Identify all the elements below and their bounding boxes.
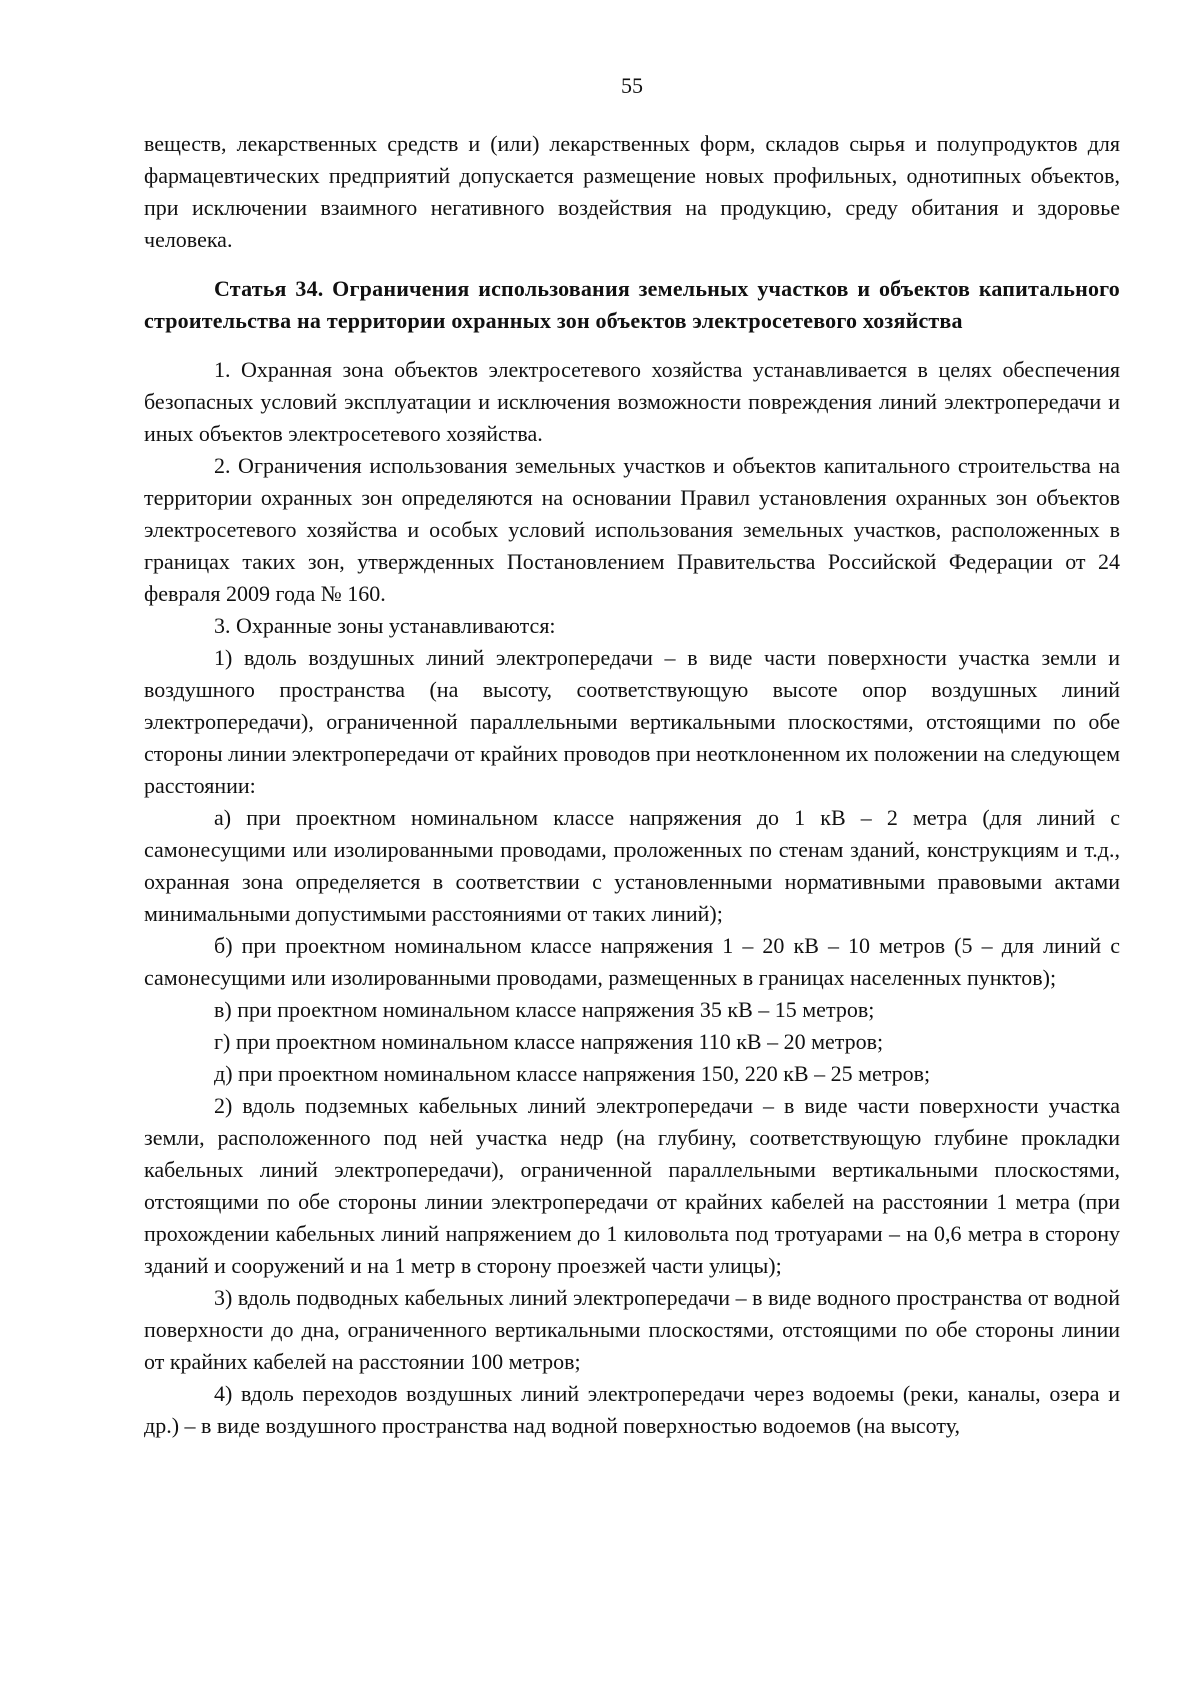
subitem-g: г) при проектном номинальном классе напряжения 110 кВ – 20 метров; [214, 1029, 884, 1054]
subitem-b: б) при проектном номинальном классе напряжения 1 – 20 кВ – 10 метров (5 – для линий с самонесущими или изолированными проводами, размещенных в границах населенных пунктов); [144, 933, 1120, 990]
subitem-1-overhead-lines: 1) вдоль воздушных линий электропередачи – в виде части поверхности участка земли и воздушного пространства (на высоту, соответствующую высоте опор воздушных линий электропередачи), ограниченной параллельными вертикальными плоскостями, отстоящими по обе стороны линии электропередачи от крайних проводов при неотклоненном их положении на следующем расстоянии: [144, 645, 1120, 798]
subitem-a: а) при проектном номинальном классе напряжения до 1 кВ – 2 метра (для линий с самонесущими или изолированными проводами, проложенных по стенам зданий, конструкциям и т.д., охранная зона определяется в соответствии с установленными нормативными правовыми актами минимальными допустимыми расстояниями от таких линий); [144, 805, 1120, 926]
document-body [144, 128, 1120, 1442]
article-item-2: 2. Ограничения использования земельных участков и объектов капитального строительства на территории охранных зон определяются на основании Правил установления охранных зон объектов электросетевого хозяйства и особых условий использования земельных участков, расположенных в границах таких зон, утвержденных Постановлением Правительства Российской Федерации от 24 февраля 2009 года № 160. [144, 453, 1120, 606]
continuation-paragraph: веществ, лекарственных средств и (или) лекарственных форм, складов сырья и полупродуктов для фармацевтических предприятий допускается размещение новых профильных, однотипных объектов, при исключении взаимного негативного воздействия на продукцию, среду обитания и здоровье человека. [144, 131, 1120, 252]
subitem-d: д) при проектном номинальном классе напряжения 150, 220 кВ – 25 метров; [214, 1061, 931, 1086]
subitem-4-water-crossings: 4) вдоль переходов воздушных линий электропередачи через водоемы (реки, каналы, озера и др.) – в виде воздушного пространства над водной поверхностью водоемов (на высоту, [144, 1381, 1120, 1438]
subitem-3-underwater-cables: 3) вдоль подводных кабельных линий электропередачи – в виде водного пространства от водной поверхности до дна, ограниченного вертикальными плоскостями, отстоящими по обе стороны линии от крайних кабелей на расстоянии 100 метров; [144, 1285, 1120, 1374]
subitem-v: в) при проектном номинальном классе напряжения 35 кВ – 15 метров; [214, 997, 875, 1022]
article-item-3: 3. Охранные зоны устанавливаются: [214, 613, 556, 638]
article-item-1: 1. Охранная зона объектов электросетевого хозяйства устанавливается в целях обеспечения безопасных условий эксплуатации и исключения возможности повреждения линий электропередачи и иных объектов электросетевого хозяйства. [144, 357, 1120, 446]
article-heading: Статья 34. Ограничения использования земельных участков и объектов капитального строительства на территории охранных зон объектов электросетевого хозяйства [144, 276, 1120, 333]
page-number: 55 [621, 73, 643, 98]
document-page [144, 0, 1120, 1697]
subitem-2-underground-cables: 2) вдоль подземных кабельных линий электропередачи – в виде части поверхности участка земли, расположенного под ней участка недр (на глубину, соответствующую глубине прокладки кабельных линий электропередачи), ограниченной параллельными вертикальными плоскостями, отстоящими по обе стороны линии электропередачи от крайних кабелей на расстоянии 1 метра (при прохождении кабельных линий напряжением до 1 киловольта под тротуарами – на 0,6 метра в сторону зданий и сооружений и на 1 метр в сторону проезжей части улицы); [144, 1093, 1120, 1278]
